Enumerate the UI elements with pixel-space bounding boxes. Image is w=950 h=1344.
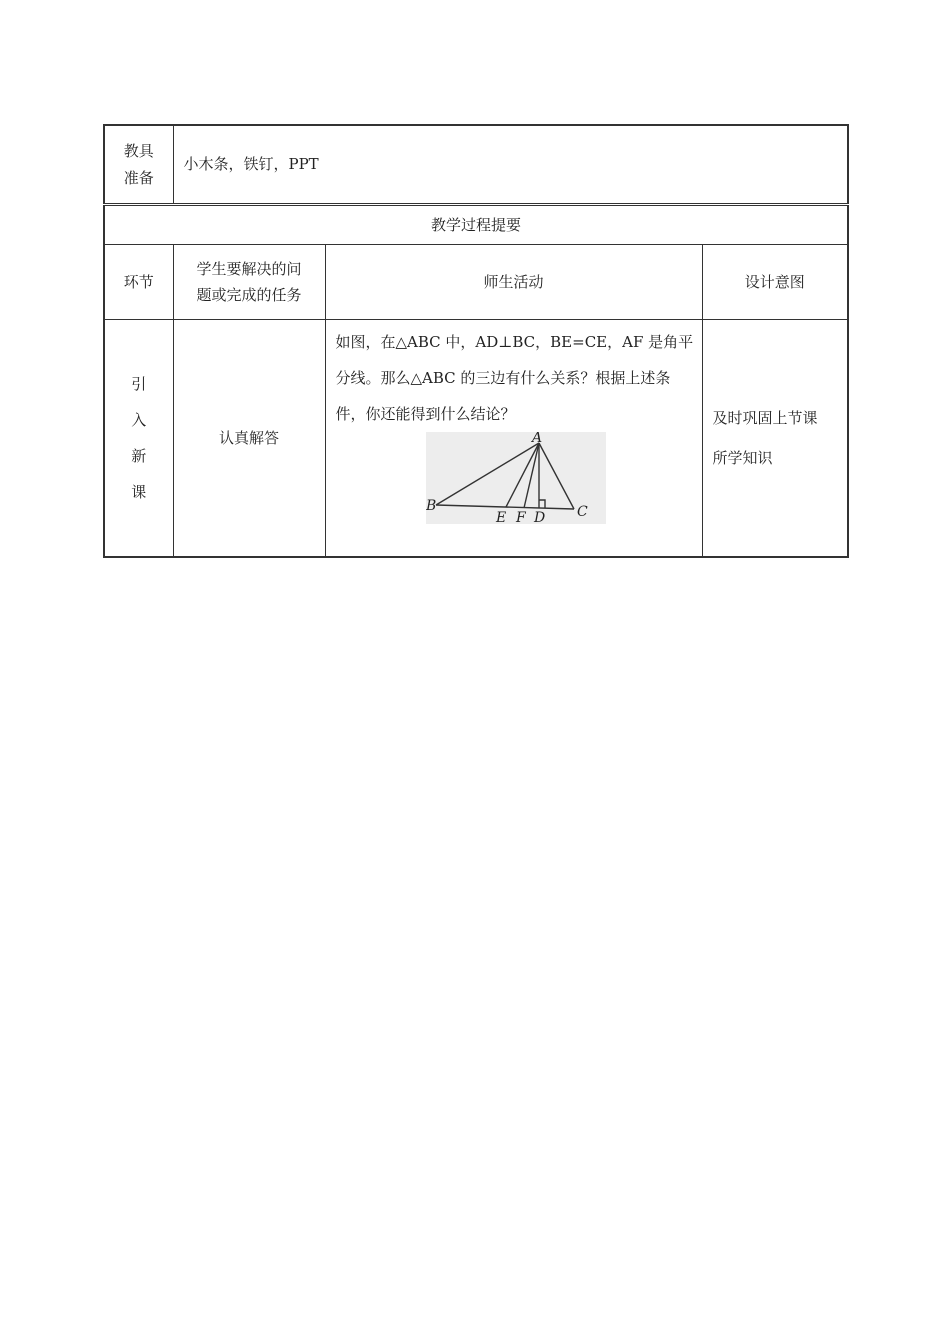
section-char: 新: [131, 447, 147, 465]
intent-line1: 及时巩固上节课: [712, 409, 818, 427]
header-task-line1: 学生要解决的问: [196, 259, 302, 278]
label-a: A: [531, 432, 542, 446]
triangle-diagram: [426, 432, 606, 524]
side-bc: [436, 505, 574, 509]
right-angle-mark: [539, 500, 545, 508]
prep-row: [104, 125, 848, 205]
section-char: 引: [131, 375, 147, 393]
header-activity: 师生活动: [325, 245, 702, 320]
lesson-row: [104, 320, 848, 558]
header-intent: 设计意图: [702, 245, 848, 320]
task-text: 认真解答: [218, 428, 279, 447]
label-e: E: [495, 510, 506, 524]
section-char: 入: [131, 411, 147, 429]
prep-label-line2: 准备: [123, 168, 154, 187]
header-task-line2: 题或完成的任务: [196, 286, 302, 304]
prep-content: 小木条，铁钉，PPT: [183, 155, 319, 174]
label-f: F: [515, 510, 526, 524]
label-c: C: [576, 504, 588, 520]
process-title: 教学过程提要: [104, 205, 848, 245]
activity-cell: [325, 320, 702, 558]
header-task: [173, 245, 325, 320]
task-cell: [173, 320, 325, 558]
intent-line2: 所学知识: [712, 449, 773, 467]
triangle-figure: [426, 432, 606, 524]
label-d: D: [533, 510, 545, 524]
process-title-row: [104, 205, 848, 245]
label-b: B: [425, 498, 436, 514]
prep-label-line1: 教具: [123, 142, 154, 161]
activity-text: 如图，在△ABC 中，AD⊥BC，BE=CE，AF 是角平分线。那么△ABC 的三边有什么关系？根据上述条件，你还能得到什么结论？: [335, 333, 694, 423]
header-row: [104, 245, 848, 320]
bisector-af: [524, 443, 539, 508]
section-char: 课: [131, 483, 147, 501]
lesson-plan-table: [103, 124, 849, 558]
prep-content-cell: [173, 125, 848, 205]
section-name-cell: [104, 320, 173, 558]
prep-label-cell: [104, 125, 173, 205]
intent-cell: [702, 320, 848, 558]
header-section: 环节: [104, 245, 173, 320]
side-ac: [539, 443, 574, 509]
